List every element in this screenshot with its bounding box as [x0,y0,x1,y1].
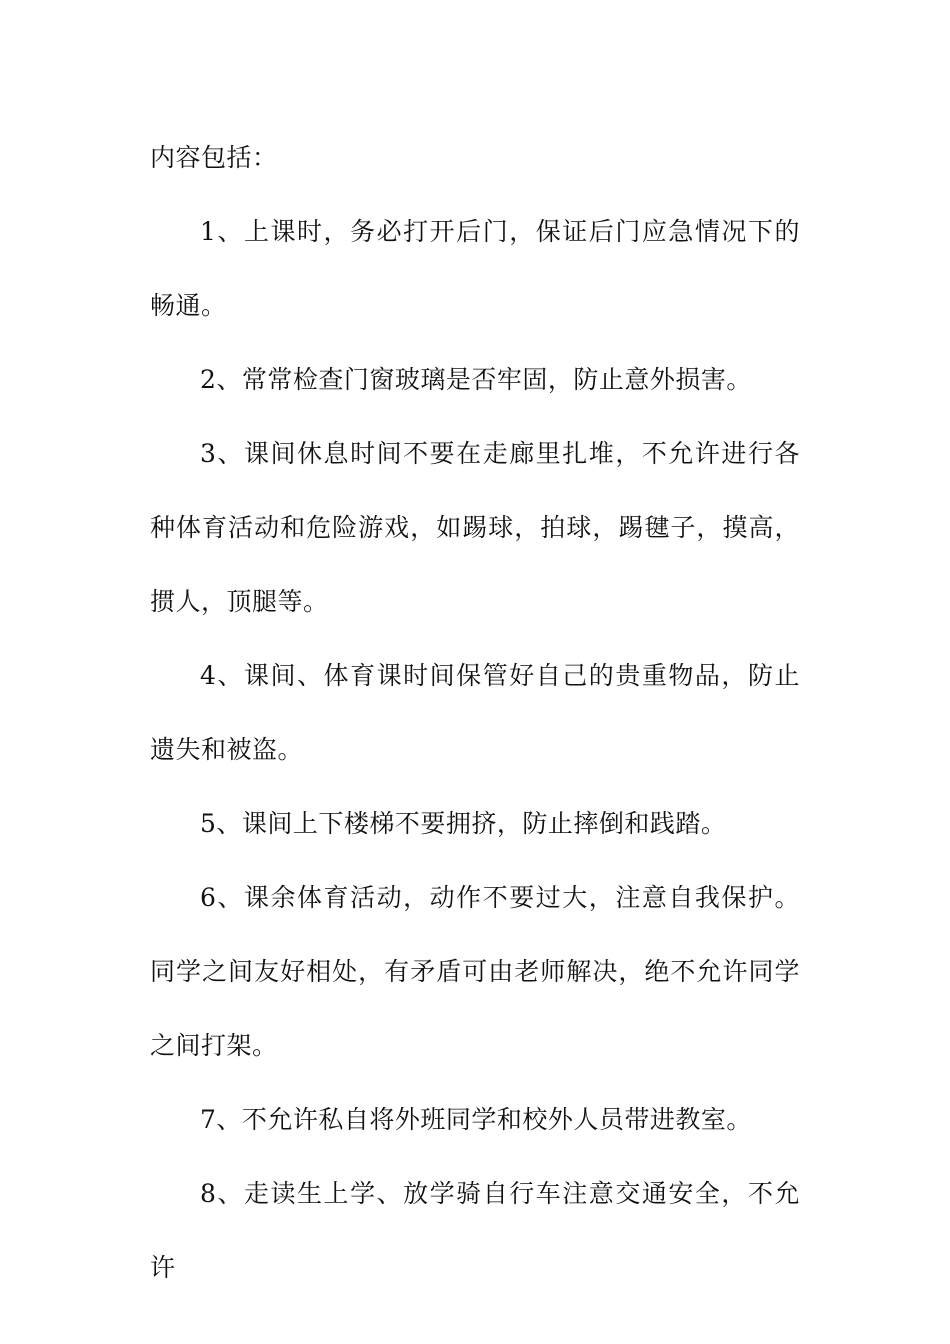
rule-7-paragraph: 7、不允许私自将外班同学和校外人员带进教室。 [200,1105,752,1134]
document-body [150,121,800,1305]
rule-5-paragraph: 5、课间上下楼梯不要拥挤，防止摔倒和践踏。 [200,809,727,838]
rule-8-paragraph: 8、走读生上学、放学骑自行车注意交通安全，不允许 [150,1179,800,1282]
rule-3-paragraph: 3、课间休息时间不要在走廊里扎堆，不允许进行各种体育活动和危险游戏，如踢球，拍球，踢毽子，摸高，掼人，顶腿等。 [150,439,800,616]
rule-4-paragraph: 4、课间、体育课时间保管好自己的贵重物品，防止遗失和被盗。 [150,661,800,764]
intro-paragraph: 内容包括： [150,143,278,172]
rule-2-paragraph: 2、常常检查门窗玻璃是否牢固，防止意外损害。 [200,365,752,394]
rule-1-paragraph: 1、上课时，务必打开后门，保证后门应急情况下的畅通。 [150,217,800,320]
rule-6-paragraph: 6、课余体育活动，动作不要过大，注意自我保护。同学之间友好相处，有矛盾可由老师解决，绝不允许同学之间打架。 [150,883,800,1060]
